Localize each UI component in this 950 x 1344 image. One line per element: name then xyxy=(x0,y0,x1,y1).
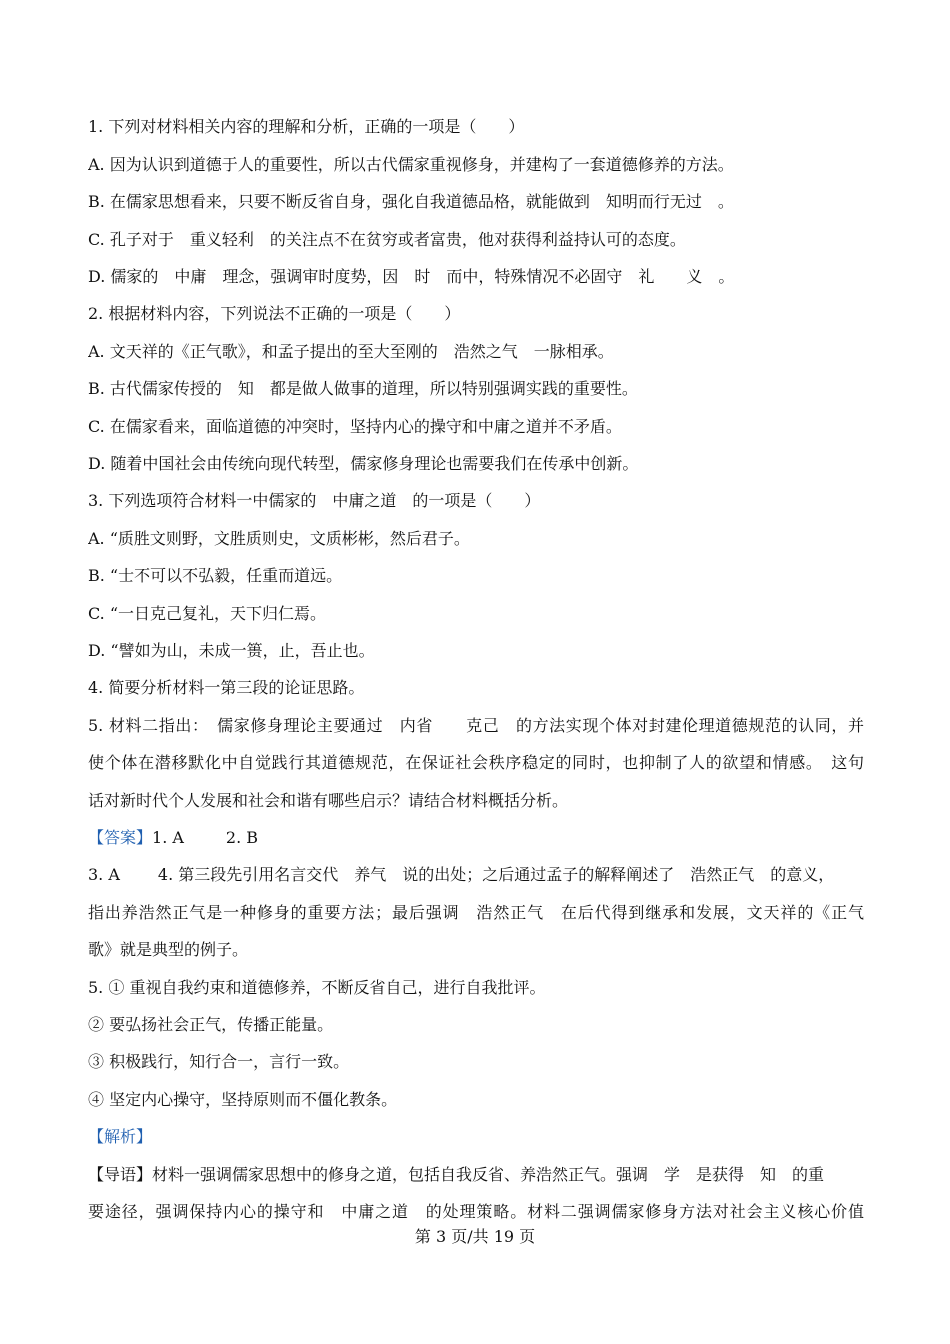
answer-3: 3. A xyxy=(88,865,120,884)
question-2-option-b: B. 古代儒家传授的 知 都是做人做事的道理，所以特别强调实践的重要性。 xyxy=(88,379,638,398)
answer-5-point-1: 5. ① 重视自我约束和道德修养，不断反省自己，进行自我批评。 xyxy=(88,978,546,997)
question-1-option-d: D. 儒家的 中庸 理念，强调审时度势，因 时 而中，特殊情况不必固守 礼 义 。 xyxy=(88,267,735,286)
question-2-option-a: A. 文天祥的《正气歌》，和孟子提出的至大至刚的 浩然之气 一脉相承。 xyxy=(88,342,614,361)
analysis-line-1 xyxy=(88,1164,864,1186)
question-5-line-3: 话对新时代个人发展和社会和谐有哪些启示？请结合材料概括分析。 xyxy=(88,791,569,810)
question-4-stem: 4. 简要分析材料一第三段的论证思路。 xyxy=(88,678,365,697)
question-1-stem: 1. 下列对材料相关内容的理解和分析，正确的一项是（ ） xyxy=(88,117,525,136)
question-3-option-b: B. “士不可以不弘毅，任重而道远。 xyxy=(88,566,343,585)
page-number: 第 3 页/共 19 页 xyxy=(414,1227,536,1246)
guide-tag: 【导语】 xyxy=(88,1165,153,1184)
question-3-option-a: A. “质胜文则野，文胜质则史，文质彬彬，然后君子。 xyxy=(88,529,470,548)
analysis-line-2: 要途径，强调保持内心的操守和 中庸之道 的处理策略。材料二强调儒家修身方法对社会主义核心价值 xyxy=(88,1202,864,1221)
analysis-heading xyxy=(88,1126,864,1148)
question-2-option-d: D. 随着中国社会由传统向现代转型，儒家修身理论也需要我们在传承中创新。 xyxy=(88,454,639,473)
question-2-option-c: C. 在儒家看来，面临道德的冲突时，坚持内心的操守和中庸之道并不矛盾。 xyxy=(88,417,622,436)
answer-row xyxy=(88,827,864,849)
analysis-tag: 【解析】 xyxy=(88,1127,153,1146)
answer-1: 1. A xyxy=(152,828,184,847)
question-2-stem: 2. 根据材料内容，下列说法不正确的一项是（ ） xyxy=(88,304,461,323)
question-1-option-c: C. 孔子对于 重义轻利 的关注点不在贫穷或者富贵，他对获得利益持认可的态度。 xyxy=(88,230,686,249)
question-3-option-d: D. “譬如为山，未成一篑，止，吾止也。 xyxy=(88,641,375,660)
question-1-option-b: B. 在儒家思想看来，只要不断反省自身，强化自我道德品格，就能做到 知明而行无过 。 xyxy=(88,192,734,211)
answer-3-4-row xyxy=(88,864,864,886)
answer-tag: 【答案】 xyxy=(88,828,153,847)
answer-4-line-3: 歌》就是典型的例子。 xyxy=(88,940,249,959)
question-3-option-c: C. “一日克己复礼，天下归仁焉。 xyxy=(88,604,327,623)
question-5-line-1: 5. 材料二指出： 儒家修身理论主要通过 内省 克己 的方法实现个体对封建伦理道德规范的认同，并 xyxy=(88,716,864,735)
answer-2: 2. B xyxy=(225,828,259,847)
answer-4-line-2: 指出养浩然正气是一种修身的重要方法；最后强调 浩然正气 在后代得到继承和发展，文天祥的《正气 xyxy=(88,903,864,922)
question-1-option-a: A. 因为认识到道德于人的重要性，所以古代儒家重视修身，并建构了一套道德修养的方法。 xyxy=(88,155,734,174)
answer-5-point-4: ④ 坚定内心操守，坚持原则而不僵化教条。 xyxy=(88,1090,398,1109)
answer-5-point-2: ② 要弘扬社会正气，传播正能量。 xyxy=(88,1015,334,1034)
question-5-line-2: 使个体在潜移默化中自觉践行其道德规范，在保证社会秩序稳定的同时，也抑制了人的欲望和情感。 这句 xyxy=(88,753,864,772)
answer-4-line-1: 4. 第三段先引用名言交代 养气 说的出处；之后通过孟子的解释阐述了 浩然正气 的意义， xyxy=(157,865,835,884)
question-3-stem: 3. 下列选项符合材料一中儒家的 中庸之道 的一项是（ ） xyxy=(88,491,541,510)
guide-text-1: 材料一强调儒家思想中的修身之道，包括自我反省、养浩然正气。强调 学 是获得 知 的重 xyxy=(152,1165,825,1184)
answer-5-point-3: ③ 积极践行，知行合一，言行一致。 xyxy=(88,1052,350,1071)
